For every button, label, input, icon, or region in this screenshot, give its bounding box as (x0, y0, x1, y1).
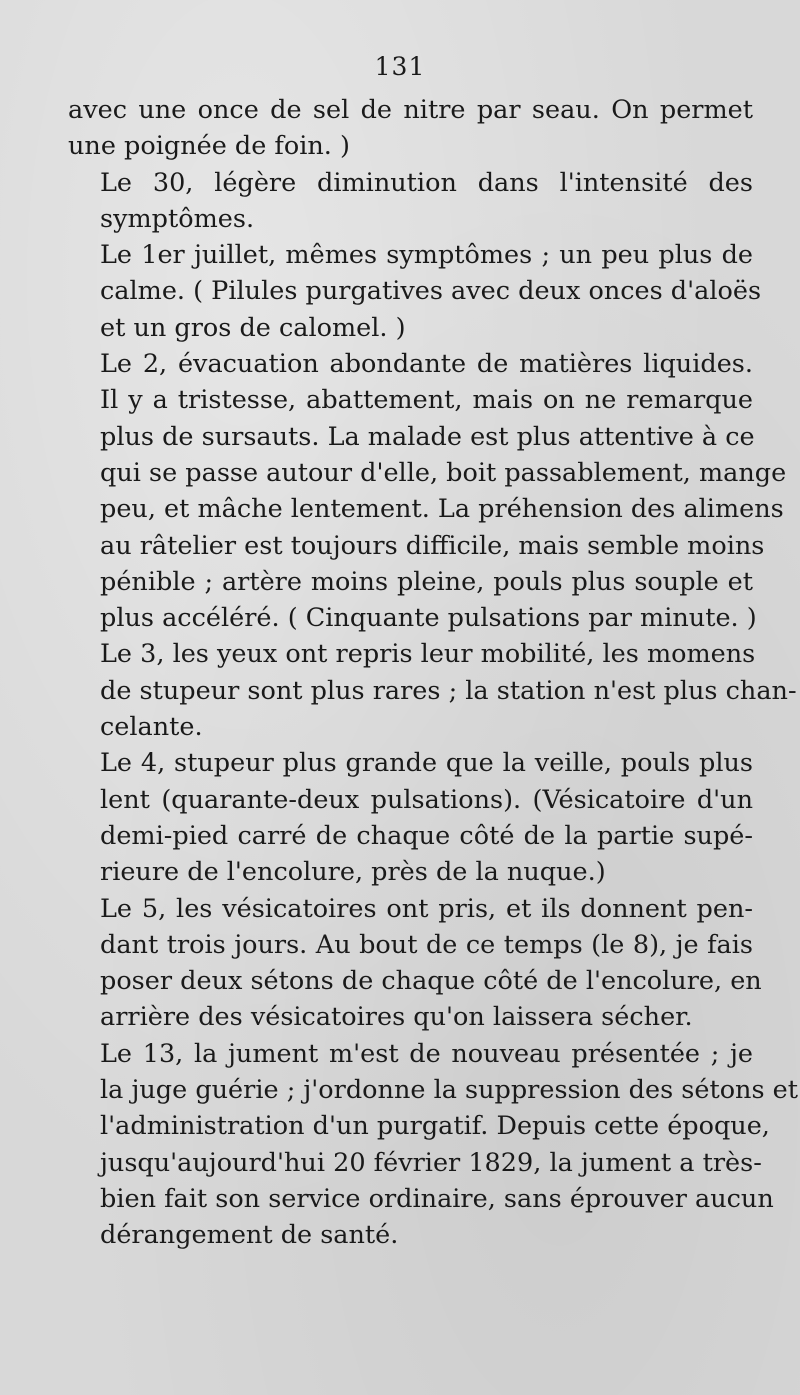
text-line: qui se passe autour d'elle, boit passablement, mange (100, 457, 787, 488)
text-line: rieure de l'encolure, près de la nuque.) (100, 857, 606, 888)
text-line: dérangement de santé. (100, 1220, 399, 1251)
paragraph (68, 1036, 799, 1254)
text-line: Le 4, stupeur plus grande que la veille, pouls plus (100, 748, 753, 779)
text-line: plus de sursauts. La malade est plus attentive à ce (100, 421, 755, 452)
text-line: une poignée de foin. ) (68, 131, 350, 162)
text-line: Le 3, les yeux ont repris leur mobilité, les momens (100, 639, 756, 670)
text-line: Le 2, évacuation abondante de matières liquides. (100, 349, 753, 380)
text-line: plus accéléré. ( Cinquante pulsations par minute. ) (100, 603, 757, 634)
paragraph (68, 237, 762, 346)
text-line: Le 5, les vésicatoires ont pris, et ils donnent pen- (100, 893, 753, 924)
text-line: dant trois jours. Au bout de ce temps (le 8), je fais (100, 929, 753, 960)
text-line: calme. ( Pilules purgatives avec deux onces d'aloës (100, 276, 762, 307)
text-line: demi-pied carré de chaque côté de la partie supé- (100, 820, 753, 851)
text-line: l'administration d'un purgatif. Depuis cette époque, (100, 1111, 770, 1142)
text-line: celante. (100, 712, 203, 743)
text-line: Le 30, légère diminution dans l'intensité des (100, 167, 753, 198)
paragraph (68, 92, 753, 165)
text-line: symptômes. (100, 203, 255, 234)
body-text (68, 92, 799, 1254)
text-line: peu, et mâche lentement. La préhension des alimens (100, 494, 784, 525)
paragraph (68, 891, 762, 1036)
page-number: 131 (374, 52, 426, 81)
paragraph (68, 165, 753, 238)
text-line: de stupeur sont plus rares ; la station n'est plus chan- (100, 675, 797, 706)
text-line: au râtelier est toujours difficile, mais semble moins (100, 530, 765, 561)
paragraph (68, 346, 787, 636)
text-line: pénible ; artère moins pleine, pouls plus souple et (100, 566, 753, 597)
text-line: et un gros de calomel. ) (100, 312, 406, 343)
paragraph (68, 636, 797, 745)
text-line: Le 1er juillet, mêmes symptômes ; un peu plus de (100, 240, 753, 271)
text-line: la juge guérie ; j'ordonne la suppression des sétons et (100, 1075, 799, 1106)
text-line: avec une once de sel de nitre par seau. On permet (68, 95, 753, 125)
text-line: jusqu'aujourd'hui 20 février 1829, la jument a très- (100, 1147, 762, 1178)
text-line: bien fait son service ordinaire, sans éprouver aucun (100, 1183, 774, 1214)
text-line: lent (quarante-deux pulsations). (Vésicatoire d'un (100, 784, 753, 815)
text-line: Il y a tristesse, abattement, mais on ne remarque (100, 385, 753, 416)
text-line: arrière des vésicatoires qu'on laissera sécher. (100, 1002, 693, 1033)
text-line: Le 13, la jument m'est de nouveau présentée ; je (100, 1038, 753, 1069)
text-line: poser deux sétons de chaque côté de l'encolure, en (100, 966, 762, 997)
paragraph (68, 745, 753, 890)
